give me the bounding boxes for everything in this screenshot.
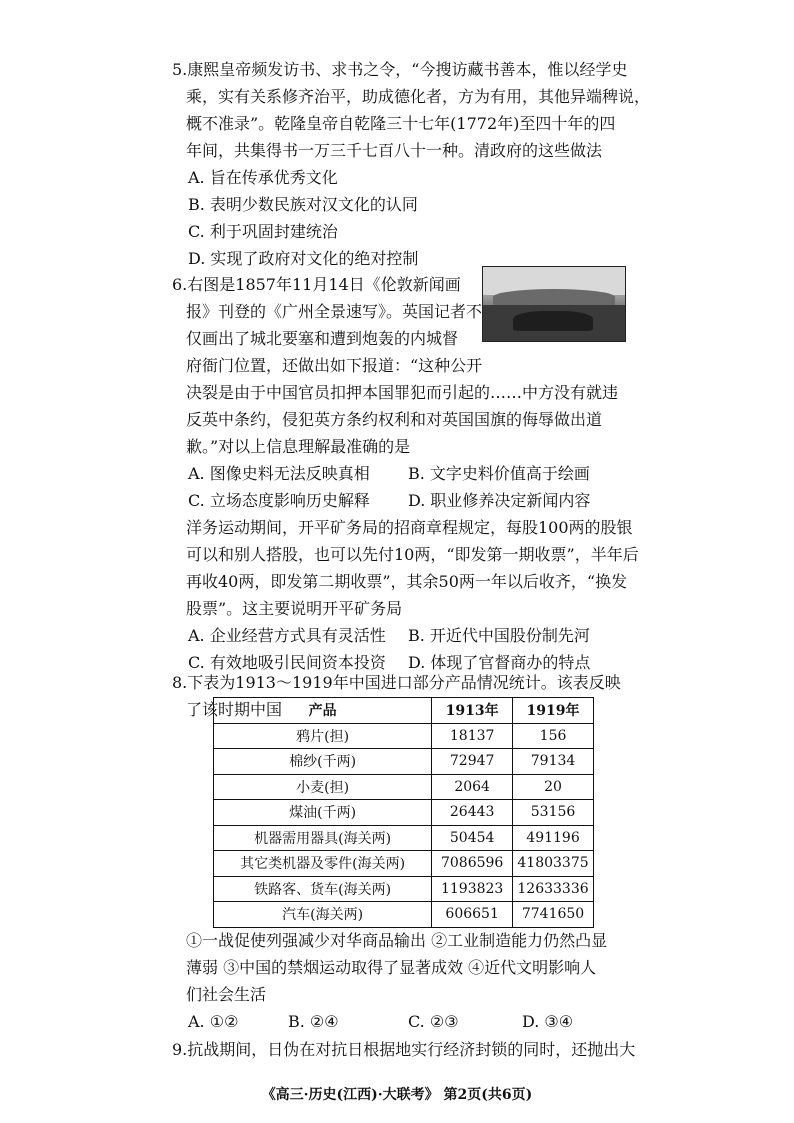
table-row — [214, 749, 594, 775]
guangzhou-panorama-image — [482, 266, 626, 342]
q7-option-d: D. 体现了官督商办的特点 — [408, 653, 591, 672]
table-cell: 7086596 — [432, 851, 513, 877]
table-cell: 7741650 — [513, 902, 594, 928]
table-row — [214, 825, 594, 851]
q7-line-1: 洋务运动期间，开平矿务局的招商章程规定，每股100两的股银 — [186, 518, 633, 537]
q8-line-2: 了该时期中国 — [186, 700, 283, 719]
q7-line-2: 可以和别人搭股，也可以先付10两，“即发第一期收票”，半年后 — [186, 545, 639, 564]
table-cell: 棉纱(千两) — [214, 749, 432, 775]
table-cell: 其它类机器及零件(海关两) — [214, 851, 432, 877]
table-row — [214, 851, 594, 877]
table-cell: 156 — [513, 723, 594, 749]
q7-option-c: C. 有效地吸引民间资本投资 — [188, 653, 386, 672]
q7-line-3: 再收40两，即发第二期收票”，其余50两一年以后收齐，“换发 — [186, 572, 628, 591]
q8-statement-3: 们社会生活 — [186, 985, 267, 1004]
q8-statement-1: ①一战促使列强减少对华商品输出 ②工业制造能力仍然凸显 — [186, 931, 608, 950]
table-header-product: 产品 — [214, 698, 432, 724]
table-cell: 26443 — [432, 800, 513, 826]
table-cell: 41803375 — [513, 851, 594, 877]
table-cell: 606651 — [432, 902, 513, 928]
table-cell: 煤油(千两) — [214, 800, 432, 826]
table-cell: 50454 — [432, 825, 513, 851]
table-cell: 2064 — [432, 774, 513, 800]
q6-line-6: 反英中条约，侵犯英方条约权利和对英国国旗的侮辱做出道 — [186, 410, 603, 429]
table-cell: 铁路客、货车(海关两) — [214, 876, 432, 902]
q5-line-2: 乘，实有关系修齐治平，助成德化者，方为有用，其他异端稗说， — [186, 87, 651, 106]
q5-line-3: 概不准录”。乾隆皇帝自乾隆三十七年(1772年)至四十年的四 — [186, 114, 616, 133]
table-row — [214, 800, 594, 826]
q8-statement-2: 薄弱 ③中国的禁烟运动取得了显著成效 ④近代文明影响人 — [186, 958, 597, 977]
q6-option-c: C. 立场态度影响历史解释 — [188, 491, 370, 510]
table-cell: 18137 — [432, 723, 513, 749]
page-footer: 《高三·历史(江西)·大联考》 第2页(共6页) — [261, 1087, 533, 1103]
table-cell: 72947 — [432, 749, 513, 775]
q8-option-d: D. ③④ — [522, 1012, 574, 1031]
q7-line-4: 股票”。这主要说明开平矿务局 — [186, 599, 403, 618]
q6-line-5: 决裂是由于中国官员扣押本国罪犯而引起的……中方没有就违 — [186, 383, 619, 402]
q8-option-c: C. ②③ — [408, 1012, 459, 1031]
table-row — [214, 723, 594, 749]
table-cell: 小麦(担) — [214, 774, 432, 800]
table-cell: 汽车(海关两) — [214, 902, 432, 928]
q8-option-b: B. ②④ — [288, 1012, 339, 1031]
q7-option-b: B. 开近代中国股份制先河 — [408, 626, 590, 645]
q6-line-4: 府衙门位置，还做出如下报道：“这种公开 — [186, 356, 483, 375]
q6-line-1: 6.右图是1857年11月14日《伦敦新闻画 — [172, 275, 461, 294]
table-cell: 1193823 — [432, 876, 513, 902]
q6-line-2: 报》刊登的《广州全景速写》。英国记者不 — [186, 302, 483, 321]
q6-option-d: D. 职业修养决定新闻内容 — [408, 491, 591, 510]
q8-option-a: A. ①② — [188, 1012, 239, 1031]
q5-option-b: B. 表明少数民族对汉文化的认同 — [188, 195, 418, 214]
q8-line-1: 8.下表为1913～1919年中国进口部分产品情况统计。该表反映 — [172, 673, 621, 692]
q5-line-4: 年间，共集得书一万三千七百八十一种。清政府的这些做法 — [186, 141, 603, 160]
q6-option-b: B. 文字史料价值高于绘画 — [408, 464, 590, 483]
q7-option-a: A. 企业经营方式具有灵活性 — [188, 626, 386, 645]
table-cell: 20 — [513, 774, 594, 800]
q6-line-3: 仅画出了城北要塞和遭到炮轰的内城督 — [186, 329, 459, 348]
table-cell: 鸦片(担) — [214, 723, 432, 749]
table-cell: 79134 — [513, 749, 594, 775]
table-cell: 53156 — [513, 800, 594, 826]
table-row — [214, 774, 594, 800]
q6-option-a: A. 图像史料无法反映真相 — [188, 464, 370, 483]
table-cell: 机器需用器具(海关两) — [214, 825, 432, 851]
q5-line-1: 5.康熙皇帝频发访书、求书之令，“今搜访藏书善本，惟以经学史 — [172, 60, 628, 79]
q5-option-a: A. 旨在传承优秀文化 — [188, 168, 338, 187]
q5-option-d: D. 实现了政府对文化的绝对控制 — [188, 249, 419, 268]
q9-line-1: 9.抗战期间，日伪在对抗日根据地实行经济封锁的同时，还抛出大 — [172, 1040, 636, 1059]
q5-option-c: C. 利于巩固封建统治 — [188, 222, 338, 241]
table-cell: 491196 — [513, 825, 594, 851]
table-header-1919: 1919年 — [513, 698, 594, 724]
table-header-1913: 1913年 — [432, 698, 513, 724]
table-row — [214, 902, 594, 928]
import-statistics-table — [213, 697, 594, 928]
table-cell: 12633336 — [513, 876, 594, 902]
q6-line-7: 歉。”对以上信息理解最准确的是 — [186, 437, 411, 456]
table-row — [214, 876, 594, 902]
